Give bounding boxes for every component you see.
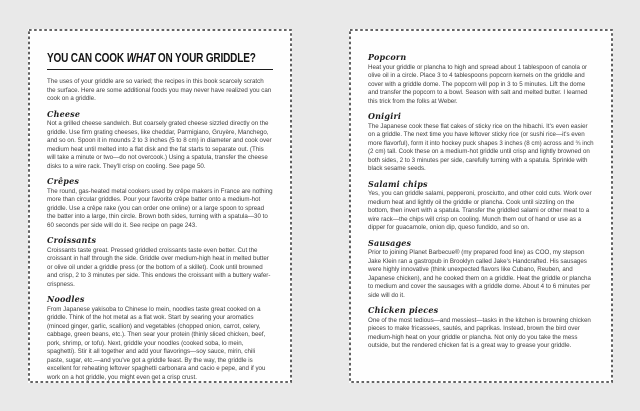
section-body-onigiri: The Japanese cook these flat cakes of sticky rice on the hibachi. It's even easier on a griddle. The next time you have leftover sticky rice (or sushi rice—it's even more flavorful), form it into hockey puck shapes 3 inches (8 cm) across and ¾ inch (2 cm) tall. Cook these on a medium-hot griddle until crisp and lightly browned on both sides, 2 to 3 minutes per side, carefully turning with a spatula. Sprinkle with black sesame seeds. [368,122,594,172]
section-heading-croissants: Croissants [47,235,97,245]
section-heading-noodles: Noodles [47,294,85,304]
left-page [28,29,292,383]
section-heading-salami-chips: Salami chips [368,178,428,189]
page-title-pre: YOU CAN COOK [47,51,127,65]
intro-paragraph: The uses of your griddle are so varied; the recipes in this book scarcely scratch the surface. Here are some additional foods you may never have realized you can cook on a griddle. [47,78,272,102]
section-heading-crepes: Crêpes [47,176,80,186]
section-body-cheese: Not a grilled cheese sandwich. But coarsely grated cheese sizzled directly on the griddle. Use firm grating cheeses, like cheddar, Parmigiano, Gruyère, Manchego, and so on. Spoon it in mounds 2 to 3 inches (5 to 8 cm) in diameter and cook over medium heat until melted into a flat disk and the fat starts to separate out. (This will take a minute or two—do not overcook.) Using a spatula, transfer the cheese disks to a wire rack. They'll crisp on cooling. See page 50. [47,120,272,170]
page-title [47,51,273,70]
section-body-salami-chips: Yes, you can griddle salami, pepperoni, prosciutto, and other cold cuts. Work over medium heat and lightly oil the griddle or plancha. Cook until sizzling on the bottom, then invert with a spatula. Transfer the griddled salami or other meat to a wire rack—the chips will crisp on cooling. Munch them out of hand or use as a dipper for guacamole, onion dip, queso fundido, and so on. [368,190,592,231]
section-heading-onigiri: Onigiri [368,111,402,121]
section-heading-cheese: Cheese [47,108,81,119]
section-body-popcorn: Heat your griddle or plancha to high and spread about 1 tablespoon of canola or olive oil in a circle. Place 3 to 4 tablespoons popcorn kernels on the griddle and cover with a griddle dome. The popcorn will pop in 3 to 5 minutes. Lift the dome and transfer the popcorn to a bowl. Season with salt and melted butter. I learned this trick from the folks at Weber. [368,63,588,105]
page-title-emphasis: WHAT [126,51,156,65]
section-body-croissants: Croissants taste great. Pressed griddled croissants taste even better. Cut the croissant in half through the side. Griddle over medium-high heat in melted butter or olive oil under a griddle press (or the bottom of a skillet). Cook until browned and crisp, 2 to 3 minutes per side. This endows the croissant with a buttery wafer-crispness. [47,246,271,288]
section-body-noodles: From Japanese yakisoba to Chinese lo mein, noodles taste great cooked on a griddle. Think of the hot metal as a flat wok. Start by searing your aromatics (minced ginger, garlic, scallion) and vegetables (chopped onion, carrot, celery, cabbage, green beans, etc.). Then sear your protein (thinly sliced chicken, beef, pork, shrimp, or tofu). Next, griddle your noodles (cooked soba, lo mein, spaghetti). Stir it all together and add your flavorings—soy sauce, mirin, chili paste, sugar, etc.—and you've got a griddle feast. By the way, the griddle is excellent for reheating leftover spaghetti carbonara and cacio e pepe, and if you work on a hot griddle, you might even get a crisp crust. [47,305,266,381]
right-page [349,29,613,383]
section-body-crepes: The round, gas-heated metal cookers used by crêpe makers in France are nothing more than circular griddles. Pour your favorite crêpe batter onto a medium-hot griddle. Use a crêpe rake (you can order one online) or a large spoon to spread the batter into a large, thin circle. Brown both sides, turning with a spatula—30 to 60 seconds per side will do it. See recipe on page 243. [47,187,273,229]
section-heading-chicken-pieces: Chicken pieces [368,305,439,315]
page-title-post: ON YOUR GRIDDLE? [155,51,256,65]
section-body-sausages: Prior to joining Planet Barbecue® (my prepared food line) as COO, my stepson Jake Klein ran a gastropub in Brooklyn called Jake's Handcrafted. His sausages were highly innovative (think unexpected flavors like Cubano, Reuben, and Japanese chicken), and he cooked them on a griddle. Heat the griddle or plancha to medium and cover the sausages with a griddle dome. About 4 to 6 minutes per side will do it. [368,249,591,299]
section-body-chicken-pieces: One of the most tedious—and messiest—tasks in the kitchen is browning chicken pieces to make fricassees, sautés, and paprikas. Instead, brown the bird over medium-high heat on your griddle or plancha. Not only do you take the mess outside, but the rendered chicken fat is a great way to grease your griddle. [368,316,591,349]
section-heading-sausages: Sausages [368,237,412,248]
section-heading-popcorn: Popcorn [368,52,407,62]
